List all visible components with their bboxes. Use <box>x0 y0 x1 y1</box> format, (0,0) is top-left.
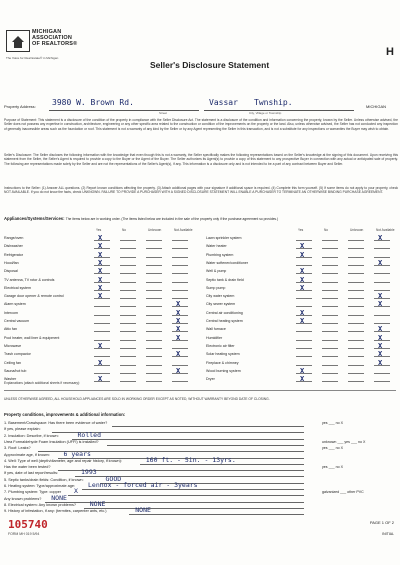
answer-blank[interactable] <box>348 315 364 316</box>
appliance-name: Sump pump <box>206 285 226 290</box>
appliance-name: Water softener/conditioner <box>206 260 249 265</box>
answer-blank[interactable] <box>172 240 188 241</box>
unless-statement: UNLESS OTHERWISE AGREED, ALL HOUSEHOLD APPLIANCES ARE SOLD IN WORKING ORDER EXCEPT AS NOTED, WITHOUT WARRANTY BEYOND DATE OF CLOSING. <box>4 397 270 401</box>
check-mark: X <box>300 283 305 292</box>
answer-blank[interactable] <box>296 240 312 241</box>
appliance-name: City water system <box>206 294 235 299</box>
appliance-row <box>4 341 189 350</box>
condition-question: If yes, date of last report/results: <box>4 471 59 476</box>
appliance-name: Central air conditioning <box>206 310 243 315</box>
appliance-row <box>206 319 391 325</box>
condition-question: 7. Plumbing system: Type: copper <box>4 490 62 495</box>
answer-blank[interactable] <box>296 365 312 366</box>
check-mark: X <box>300 308 305 317</box>
answer-blank[interactable] <box>146 365 162 366</box>
appliance-row <box>206 333 391 342</box>
answer-blank[interactable] <box>146 340 162 341</box>
answer-blank[interactable] <box>374 273 390 274</box>
answer-blank[interactable] <box>322 373 338 374</box>
answer-blank[interactable] <box>94 315 110 316</box>
answer-blank[interactable] <box>146 323 162 324</box>
appliance-row <box>4 352 189 358</box>
answer-blank[interactable] <box>348 331 364 332</box>
condition-question: Approximate age, if known: <box>4 452 50 457</box>
check-mark: X <box>378 341 383 350</box>
answer-blank[interactable] <box>120 315 136 316</box>
appliance-name: Hood/fan <box>4 260 19 265</box>
column-header-no: No <box>324 228 329 232</box>
city-caption: City, Village or Township <box>249 111 282 115</box>
answer-blank[interactable] <box>120 240 136 241</box>
check-mark: X <box>98 358 103 367</box>
yes-no-choice[interactable]: yes ___ no X <box>322 421 343 425</box>
appliance-name: Electronic air filter <box>206 343 235 348</box>
column-header-yes: Yes <box>96 228 102 232</box>
check-mark: X <box>98 267 103 276</box>
condition-question: 3. Roof: Leaks? <box>4 446 31 451</box>
yes-no-choice[interactable]: galvanized ___ other PVC <box>322 490 364 495</box>
column-header-not-available: Not Available <box>174 228 193 232</box>
answer-blank[interactable] <box>146 348 162 349</box>
answer-blank[interactable] <box>322 348 338 349</box>
appliance-name: TV antenna, TV rotor & controls <box>4 277 55 282</box>
answer-blank[interactable] <box>322 273 338 274</box>
answer-blank[interactable] <box>296 348 312 349</box>
appliance-row <box>4 236 189 242</box>
answer-blank[interactable] <box>348 306 364 307</box>
mar-logo <box>6 26 101 66</box>
answer-blank[interactable] <box>120 290 136 291</box>
check-mark: X <box>176 350 181 359</box>
instructions-paragraph: Instructions to the Seller: (1) Answer ALL questions. (2) Report known conditions affecting the property. (3) Attach additional pages with your signature if additional space is required. (4) Complete this form yourself. (5) If some items do not apply to your property, check NOT AVAILABLE. If you do not know the facts, check UNKNOWN. FAILURE TO PROVIDE A PURCHASER WITH A SIGNED DISCLOSURE STATEMENT WILL ENABLE A PURCHASER TO TERMINATE AN OTHERWISE BINDING PURCHASE AGREEMENT. <box>4 186 398 195</box>
condition-question: 6. Heating system: Type/approximate age: <box>4 484 76 488</box>
answer-blank[interactable] <box>374 248 390 249</box>
check-mark: X <box>98 242 103 251</box>
answer-blank[interactable] <box>120 340 136 341</box>
condition-question: Urea Formaldehyde Foam Insulation (UFFI) is installed? <box>4 439 99 444</box>
appliance-name: Dryer <box>206 377 215 382</box>
answer-blank[interactable] <box>172 273 188 274</box>
form-number: FORM MH 019 5/94 <box>8 532 40 536</box>
answer-blank[interactable] <box>120 282 136 283</box>
appliance-row <box>4 275 189 284</box>
answer-blank[interactable] <box>120 373 136 374</box>
purpose-paragraph: Purpose of Statement: This statement is a disclosure of the condition of the property in compliance with the Seller Disclosure Act. The statement is a disclosure of the condition and information concerning the property, known by the Seller. Unless otherwise advised, the Seller does not possess any expertise in construction, architecture, engineering or any other specific area related to the construction or condition of the improvements on the property or the land. Also, unless otherwise advised, the Seller has not conducted any inspection of generally inaccessible areas such as the foundation or roof. This statement is not a warranty of any kind by the Seller or by any Agent representing the Seller in this transaction, and is not a substitute for any inspections or warranties the Buyer may wish to obtain. <box>4 118 398 131</box>
condition-question: 1. Basement/Crawlspace: Has there been evidence of water? <box>4 421 108 425</box>
answer-blank[interactable] <box>322 265 338 266</box>
answer-blank[interactable] <box>348 273 364 274</box>
condition-answer[interactable]: NONE <box>89 499 106 508</box>
answer-blank[interactable] <box>146 290 162 291</box>
appliance-row <box>206 244 391 250</box>
appliance-name: Electrical system <box>4 285 31 290</box>
answer-blank[interactable] <box>322 306 338 307</box>
appliance-name: Plumbing system <box>206 252 234 257</box>
check-mark: X <box>300 366 305 375</box>
answer-blank[interactable] <box>348 248 364 249</box>
answer-blank[interactable] <box>120 365 136 366</box>
check-mark: X <box>378 300 383 309</box>
appliance-name: Fireplace & chimney <box>206 360 239 365</box>
answer-blank[interactable] <box>120 348 136 349</box>
appliance-name: Range/oven <box>4 236 24 240</box>
answer-blank[interactable] <box>146 373 162 374</box>
appliance-name: Wood burning system <box>206 368 241 373</box>
check-mark: X <box>378 292 383 301</box>
column-header-unknown: Unknown <box>350 228 364 232</box>
appliance-name: Solar heating system <box>206 352 240 357</box>
check-mark: X <box>378 258 383 267</box>
answer-blank[interactable] <box>322 315 338 316</box>
appliance-name: Pool heater, wall liner & equipment <box>4 335 60 340</box>
check-mark: X <box>98 292 103 301</box>
appliance-row <box>206 308 391 317</box>
answer-blank[interactable] <box>146 282 162 283</box>
check-mark: X <box>176 333 181 342</box>
appliance-name: Lawn sprinkler system <box>206 236 242 240</box>
appliance-name: Disposal <box>4 269 18 274</box>
answer-blank[interactable] <box>322 298 338 299</box>
answer-blank[interactable] <box>146 331 162 332</box>
appliance-row <box>4 358 189 367</box>
appliance-row <box>206 341 391 350</box>
answer-blank[interactable] <box>296 306 312 307</box>
appliance-row <box>206 302 391 308</box>
answer-blank[interactable] <box>120 248 136 249</box>
page-title: Seller's Disclosure Statement <box>150 60 270 70</box>
answer-blank[interactable] <box>322 257 338 258</box>
house-icon <box>6 30 30 52</box>
answer-blank[interactable] <box>296 356 312 357</box>
appliance-name: Ceiling fan <box>4 360 21 365</box>
condition-question: 8. Electrical system: Any known problems? <box>4 502 76 507</box>
answer-blank[interactable] <box>172 298 188 299</box>
check-mark: X <box>378 325 383 334</box>
answer-blank[interactable] <box>94 373 110 374</box>
condition-answer[interactable]: Lennox - forced air - 3years <box>88 481 198 489</box>
answer-blank[interactable] <box>374 290 390 291</box>
check-mark: X <box>300 275 305 284</box>
appliance-name: Microwave <box>4 343 22 348</box>
appliance-name: Intercom <box>4 310 18 315</box>
check-mark: X <box>300 267 305 276</box>
answer-blank[interactable] <box>348 282 364 283</box>
appliance-row <box>4 327 189 333</box>
form-serial-number: 105740 <box>8 518 48 531</box>
logo-tagline: The Voice for Real Estate® in Michigan <box>6 56 59 60</box>
condition-item <box>4 506 398 518</box>
appliance-row <box>4 366 189 375</box>
answer-blank[interactable] <box>322 290 338 291</box>
appliance-name: Well & pump <box>206 269 227 274</box>
street-caption: Street <box>159 111 168 115</box>
appliance-row <box>206 294 391 300</box>
answer-blank[interactable] <box>348 240 364 241</box>
answer-blank[interactable] <box>348 290 364 291</box>
answer-blank[interactable] <box>296 298 312 299</box>
appliance-row <box>206 358 391 367</box>
check-mark: X <box>176 317 181 325</box>
condition-answer[interactable]: NONE <box>51 493 67 502</box>
answer-blank[interactable] <box>172 257 188 258</box>
condition-answer[interactable]: Rolled <box>77 430 101 439</box>
answer-blank[interactable] <box>172 290 188 291</box>
answer-blank[interactable] <box>172 348 188 349</box>
condition-question: 4. Well: Type of well (depth/diameter, age and repair history, if known): <box>4 458 122 463</box>
initial-field[interactable]: INITIAL <box>382 532 394 536</box>
answer-blank[interactable] <box>322 365 338 366</box>
answer-blank[interactable] <box>348 323 364 324</box>
appliance-name: Water heater <box>206 244 227 249</box>
appliance-name: Washer <box>4 377 17 382</box>
column-header-no: No <box>122 228 127 232</box>
answer-blank[interactable] <box>348 265 364 266</box>
appliance-name: Attic fan <box>4 327 17 332</box>
answer-blank[interactable] <box>120 257 136 258</box>
check-mark: X <box>300 375 305 384</box>
property-address-label: Property Address: <box>4 104 36 109</box>
answer-blank[interactable] <box>348 298 364 299</box>
answer-blank[interactable] <box>322 240 338 241</box>
appliance-row <box>206 258 391 267</box>
property-address-line <box>4 100 398 114</box>
check-mark: X <box>98 375 103 384</box>
appliance-name: Garage door opener & remote control <box>4 294 64 299</box>
check-mark: X <box>98 234 103 242</box>
appliance-row <box>4 269 189 275</box>
answer-blank[interactable] <box>120 356 136 357</box>
answer-blank[interactable] <box>172 365 188 366</box>
appliance-row <box>4 250 189 259</box>
answer-blank[interactable] <box>94 356 110 357</box>
answer-blank[interactable] <box>374 323 390 324</box>
appliance-row <box>206 269 391 275</box>
answer-blank[interactable] <box>94 340 110 341</box>
appliance-name: Refrigerator <box>4 252 23 257</box>
appliance-row <box>4 308 189 317</box>
appliance-name: Central vacuum <box>4 319 30 323</box>
condition-answer[interactable]: 1993 <box>81 468 97 477</box>
appliance-row <box>206 352 391 358</box>
answer-blank[interactable] <box>322 340 338 341</box>
answer-blank[interactable] <box>146 315 162 316</box>
condition-question: 9. History of infestation, if any: (termites, carpenter ants, etc.) <box>4 509 107 514</box>
answer-blank[interactable] <box>374 373 390 374</box>
answer-blank[interactable] <box>146 273 162 274</box>
check-mark: X <box>300 250 305 259</box>
condition-question: If yes, please explain: <box>4 427 41 432</box>
street-value: 3980 W. Brown Rd. <box>52 98 134 107</box>
answer-blank[interactable] <box>348 356 364 357</box>
appliance-name: Trash compactor <box>4 352 31 357</box>
answer-blank[interactable] <box>296 331 312 332</box>
appliance-row <box>4 319 189 325</box>
appliance-name: Sauna/hot tub <box>4 368 27 373</box>
appliance-row <box>4 283 189 292</box>
answer-blank[interactable] <box>94 306 110 307</box>
answer-blank[interactable] <box>348 340 364 341</box>
check-mark: X <box>300 242 305 251</box>
township-value: Twnship. <box>254 98 293 107</box>
answer-blank[interactable] <box>120 265 136 266</box>
answer-blank[interactable] <box>172 282 188 283</box>
answer-blank[interactable] <box>120 306 136 307</box>
appliance-name: Septic tank & drain field <box>206 277 244 282</box>
answer-blank[interactable] <box>146 248 162 249</box>
answer-blank[interactable] <box>374 282 390 283</box>
check-mark: X <box>378 358 383 367</box>
explanations-label: Explanations (attach additional sheets if necessary): <box>4 381 81 385</box>
answer-blank[interactable] <box>120 331 136 332</box>
check-mark: X <box>98 258 103 267</box>
appliance-name: Dishwasher <box>4 244 23 249</box>
condition-answer[interactable]: NONE <box>135 506 151 515</box>
answer-blank[interactable] <box>120 323 136 324</box>
answer-blank[interactable] <box>146 265 162 266</box>
corner-mark: H <box>386 46 394 58</box>
appliance-row <box>4 258 189 267</box>
conditions-heading: Property conditions, improvements & additional information: <box>4 412 126 417</box>
appliance-name: Central heating system <box>206 319 243 323</box>
state-label: MICHIGAN <box>366 104 386 109</box>
answer-blank[interactable] <box>348 373 364 374</box>
appliance-row <box>4 333 189 342</box>
answer-blank[interactable] <box>348 257 364 258</box>
answer-blank[interactable] <box>94 323 110 324</box>
appliance-row <box>4 302 189 308</box>
appliance-row <box>206 250 391 259</box>
answer-blank[interactable] <box>374 315 390 316</box>
appliance-name: City sewer system <box>206 302 236 307</box>
check-mark: X <box>300 317 305 325</box>
answer-blank[interactable] <box>120 298 136 299</box>
check-mark: X <box>176 366 181 375</box>
check-mark: X <box>176 308 181 317</box>
answer-blank[interactable] <box>322 248 338 249</box>
appliance-name: Alarm system <box>4 302 26 307</box>
condition-question: 5. Septic tanks/drain fields: Condition, if known: <box>4 477 84 482</box>
column-header-not-available: Not Available <box>376 228 395 232</box>
appliances-heading: Appliances/Systems/Services: The items below are in working order. (The items listed below are included in the sale of the property only if the purchase agreement so provides.) <box>4 216 279 221</box>
appliance-name: Wall furnace <box>206 327 226 332</box>
appliance-row <box>4 294 189 300</box>
answer-blank[interactable] <box>322 356 338 357</box>
appliance-row <box>206 275 391 284</box>
answer-blank[interactable] <box>322 282 338 283</box>
check-mark: X <box>378 350 383 359</box>
check-mark: X <box>98 283 103 292</box>
yes-no-choice[interactable]: unknown ___ yes ___ no X <box>322 439 366 444</box>
answer-blank[interactable] <box>120 273 136 274</box>
city-value: Vassar <box>209 98 238 107</box>
appliance-row <box>206 283 391 292</box>
answer-blank[interactable] <box>296 340 312 341</box>
answer-blank[interactable] <box>322 323 338 324</box>
column-header-yes: Yes <box>298 228 304 232</box>
yes-no-choice[interactable]: yes ___ no X <box>322 446 343 451</box>
condition-question: Any known problems? <box>4 496 42 501</box>
answer-blank[interactable] <box>348 348 364 349</box>
yes-no-choice[interactable]: yes ___ no X <box>322 465 343 470</box>
check-mark: X <box>176 325 181 334</box>
answer-blank[interactable] <box>146 306 162 307</box>
answer-blank[interactable] <box>322 331 338 332</box>
check-mark: X <box>176 300 181 309</box>
check-mark: X <box>378 333 383 342</box>
condition-answer[interactable]: 6 years <box>63 449 91 458</box>
condition-question: 2. Insulation: Describe, if known: <box>4 433 59 438</box>
check-mark: X <box>98 341 103 350</box>
answer-blank[interactable] <box>296 265 312 266</box>
appliance-row <box>206 327 391 333</box>
answer-blank[interactable] <box>146 356 162 357</box>
answer-blank[interactable] <box>348 365 364 366</box>
answer-blank[interactable] <box>146 240 162 241</box>
answer-blank[interactable] <box>146 257 162 258</box>
check-mark: X <box>98 275 103 284</box>
page-indicator: PAGE 1 OF 2 <box>369 520 394 525</box>
answer-blank[interactable] <box>94 331 110 332</box>
condition-answer[interactable]: 160 ft. - 5in. - 13yrs. <box>145 455 236 464</box>
answer-blank[interactable] <box>172 248 188 249</box>
appliance-row <box>206 366 391 375</box>
appliance-row <box>4 244 189 250</box>
seller-disclosure-paragraph: Seller's Disclosure: The Seller discloses the following information with the knowledge that even though this is not a warranty, the Seller specifically makes the following representations based on the Seller's knowledge at the signing of this document. Upon receiving this statement from the Seller, the Seller's Agent is required to provide a copy to the Buyer or the Agent of the Buyer. The Seller authorizes its Agent(s) to provide a copy of this statement to any prospective Buyer in connection with any actual or anticipated sale of property. The following are representations made solely by the Seller and are not the representations of the Seller's Agent(s), if any. This information is a disclosure only and is not intended to be a part of any contract between Buyer and Seller. <box>4 153 398 166</box>
appliance-row <box>206 236 391 242</box>
appliances-table-left <box>4 228 194 398</box>
check-mark: X <box>98 250 103 259</box>
appliances-table-right <box>206 228 396 398</box>
logo-text: MICHIGAN ASSOCIATION OF REALTORS® <box>32 29 78 47</box>
check-mark: X <box>378 234 383 242</box>
column-header-unknown: Unknown <box>148 228 162 232</box>
condition-answer[interactable]: X <box>74 487 78 496</box>
condition-question: Has the water been tested? <box>4 465 51 470</box>
answer-blank[interactable] <box>172 265 188 266</box>
appliance-name: Humidifier <box>206 335 223 340</box>
condition-answer[interactable]: GOOD <box>105 474 122 483</box>
answer-blank[interactable] <box>146 298 162 299</box>
answer-blank[interactable] <box>374 257 390 258</box>
